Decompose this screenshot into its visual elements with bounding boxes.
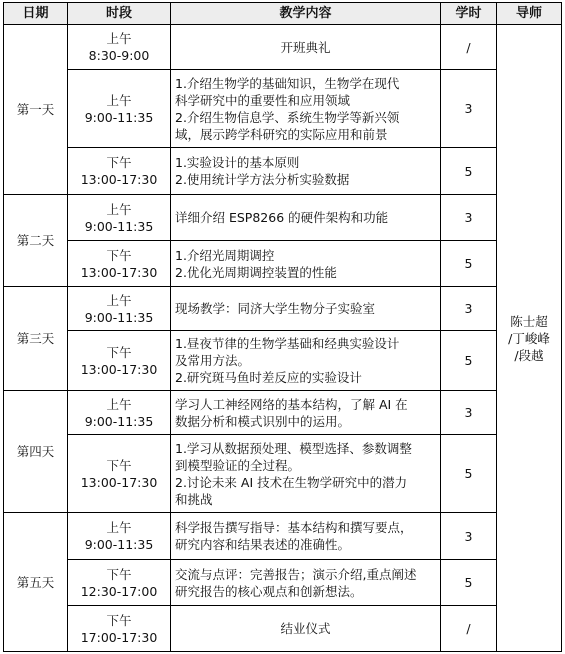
content-line: 1.介绍生物学的基础知识，生物学在现代 [175, 75, 400, 91]
time-cell [68, 148, 171, 195]
time-period: 上午 [106, 292, 132, 308]
hours-cell: 3 [441, 513, 497, 560]
content-line: 研究报告的核心观点和创新想法。 [175, 583, 363, 599]
content-line: 现场教学：同济大学生物分子实验室 [175, 301, 376, 316]
schedule-table [3, 2, 562, 652]
day-label: 第一天 [4, 25, 68, 195]
time-period: 下午 [106, 457, 132, 473]
table-row [4, 513, 562, 560]
time-range: 12:30-17:00 [80, 583, 158, 599]
header-hours: 学时 [441, 3, 497, 25]
day-label: 第三天 [4, 287, 68, 391]
content-cell [171, 25, 441, 70]
header-row [4, 3, 562, 25]
content-line: 2.介绍生物信息学、系统生物学等新兴领 [175, 109, 400, 125]
time-cell [68, 435, 171, 513]
time-cell [68, 513, 171, 560]
content-line: 2.优化光周期调控装置的性能 [175, 264, 337, 280]
time-period: 上午 [106, 520, 132, 535]
time-range: 9:00-11:35 [84, 218, 154, 234]
content-cell [171, 70, 441, 148]
time-period: 下午 [106, 566, 132, 582]
content-line: 及常用方法。 [175, 353, 251, 368]
content-cell [171, 435, 441, 513]
content-line: 结业仪式 [280, 621, 331, 636]
time-range: 8:30-9:00 [88, 48, 150, 63]
content-line: 学习人工神经网络的基本结构，了解 AI 在 [175, 396, 408, 412]
time-cell [68, 287, 171, 331]
time-period: 下午 [106, 344, 132, 360]
time-range: 9:00-11:35 [84, 537, 154, 552]
table-row [4, 148, 562, 195]
content-cell [171, 513, 441, 560]
time-period: 下午 [106, 155, 132, 170]
time-cell [68, 195, 171, 241]
content-line: 数据分析和模式识别中的运用。 [175, 413, 351, 429]
time-range: 13:00-17:30 [80, 172, 158, 187]
table-row [4, 606, 562, 652]
table-row [4, 560, 562, 606]
content-cell [171, 560, 441, 606]
content-cell [171, 241, 441, 287]
time-period: 上午 [106, 201, 132, 217]
day-label: 第四天 [4, 391, 68, 513]
day-label: 第五天 [4, 513, 68, 652]
hours-cell: 5 [441, 241, 497, 287]
hours-cell: 5 [441, 435, 497, 513]
time-range: 13:00-17:30 [80, 474, 158, 490]
header-tutor: 导师 [497, 3, 562, 25]
content-cell [171, 148, 441, 195]
header-content: 教学内容 [171, 3, 441, 25]
content-line: 1.介绍光周期调控 [175, 247, 275, 263]
table-row [4, 195, 562, 241]
time-cell [68, 391, 171, 435]
time-cell [68, 606, 171, 652]
time-range: 17:00-17:30 [80, 629, 158, 645]
time-period: 上午 [106, 31, 132, 46]
tutor-line: 陈士超 [510, 313, 548, 329]
tutor-line: /段越 [514, 347, 544, 363]
content-line: 1.实验设计的基本原则 [175, 155, 300, 170]
hours-cell: 5 [441, 331, 497, 391]
hours-cell: 3 [441, 70, 497, 148]
table-row [4, 331, 562, 391]
tutor-cell [497, 25, 562, 652]
content-line: 1.学习从数据预处理、模型选择、参数调整 [175, 440, 412, 456]
content-line: 开班典礼 [280, 39, 331, 55]
header-date: 日期 [4, 3, 68, 25]
time-period: 下午 [106, 612, 132, 628]
content-line: 2.讨论未来 AI 技术在生物学研究中的潜力 [175, 474, 408, 490]
content-cell [171, 331, 441, 391]
day-label: 第二天 [4, 195, 68, 287]
hours-cell: 3 [441, 195, 497, 241]
content-line: 2.使用统计学方法分析实验数据 [175, 172, 350, 187]
content-line: 研究内容和结果表述的准确性。 [175, 537, 351, 552]
hours-cell: 3 [441, 391, 497, 435]
hours-cell: 5 [441, 148, 497, 195]
hours-cell: / [441, 25, 497, 70]
content-line: 2.研究斑马鱼时差反应的实验设计 [175, 370, 362, 385]
time-period: 上午 [106, 396, 132, 412]
content-line: 和挑战 [175, 491, 213, 507]
table-row [4, 287, 562, 331]
time-cell [68, 25, 171, 70]
time-cell [68, 331, 171, 391]
content-line: 1.昼夜节律的生物学基础和经典实验设计 [175, 336, 400, 351]
time-range: 9:00-11:35 [84, 309, 154, 325]
hours-cell: 3 [441, 287, 497, 331]
time-period: 下午 [106, 247, 132, 263]
time-range: 9:00-11:35 [84, 413, 154, 429]
time-period: 上午 [106, 92, 132, 108]
content-cell [171, 606, 441, 652]
time-range: 13:00-17:30 [80, 361, 158, 377]
tutor-line: /丁峻峰 [508, 330, 550, 346]
table-row [4, 25, 562, 70]
header-time: 时段 [68, 3, 171, 25]
content-line: 详细介绍 ESP8266 的硬件架构和功能 [175, 210, 389, 225]
content-line: 交流与点评：完善报告；演示介绍,重点阐述 [175, 566, 417, 582]
time-range: 9:00-11:35 [84, 109, 154, 125]
hours-cell: 5 [441, 560, 497, 606]
hours-cell: / [441, 606, 497, 652]
content-line: 科学研究中的重要性和应用领域 [175, 92, 351, 108]
content-line: 域，展示跨学科研究的实际应用和前景 [175, 126, 388, 142]
content-cell [171, 195, 441, 241]
content-cell [171, 391, 441, 435]
table-row [4, 435, 562, 513]
table-row [4, 241, 562, 287]
table-row [4, 70, 562, 148]
time-cell [68, 560, 171, 606]
time-cell [68, 241, 171, 287]
content-line: 科学报告撰写指导：基本结构和撰写要点， [175, 520, 413, 535]
table-row [4, 391, 562, 435]
content-cell [171, 287, 441, 331]
content-line: 到模型验证的全过程。 [175, 457, 301, 473]
time-range: 13:00-17:30 [80, 264, 158, 280]
time-cell [68, 70, 171, 148]
